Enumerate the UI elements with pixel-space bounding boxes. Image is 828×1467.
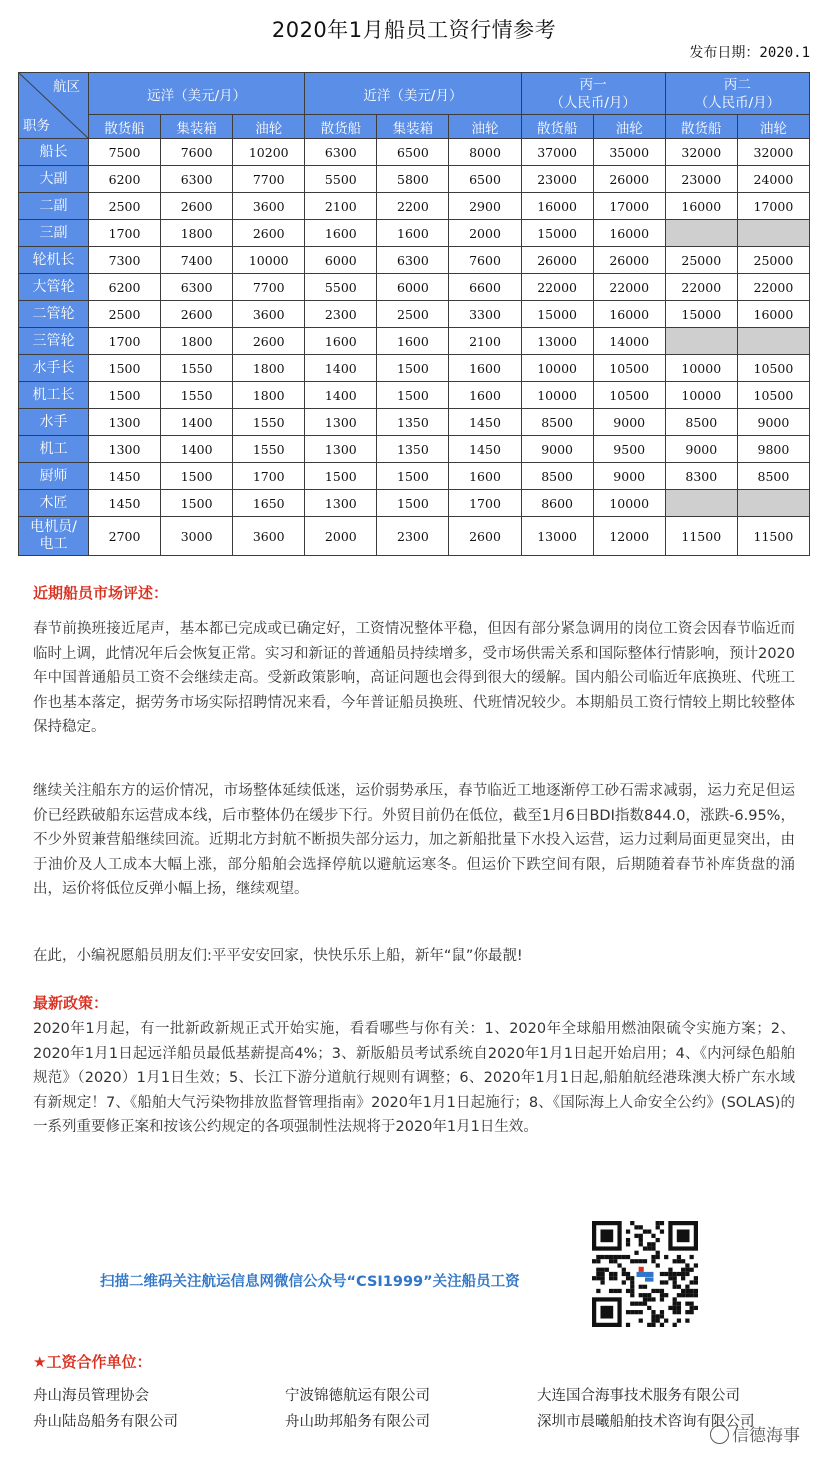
column-header: 油轮 [737, 115, 809, 139]
wage-cell: 8500 [521, 463, 593, 490]
wage-cell: 1500 [161, 490, 233, 517]
wage-cell: 26000 [521, 247, 593, 274]
wage-cell: 9000 [665, 436, 737, 463]
market-paragraph-2: 继续关注船东方的运价情况，市场整体延续低迷，运价弱势承压，春节临近工地逐渐停工砂石需求减弱，运力充足但运价已经跌破船东运营成本线，后市整体仍在缓步下行。外贸目前仍在低位，截至1月6日BDI指数844.0，涨跌-6.95%，不少外贸兼营船继续回流。近期北方封航不断损失部分运力，加之新船批量下水投入运营，运力过剩局面更显突出，由于油价及人工成本大幅上涨，部分船舶会选择停航以避航运寒冬。但运价下跌空间有限，后期随着春节补库货盘的涌出，运价将低位反弹小幅上扬，继续观望。 [33, 783, 795, 897]
wage-cell: 10500 [737, 355, 809, 382]
wage-cell: 1500 [89, 355, 161, 382]
wage-cell: 10000 [521, 382, 593, 409]
table-row [19, 220, 810, 247]
wage-cell: 1500 [89, 382, 161, 409]
wage-cell: 9500 [593, 436, 665, 463]
wage-cell: 5800 [377, 166, 449, 193]
wage-cell: 10200 [233, 139, 305, 166]
row-role-label: 机工 [19, 436, 89, 463]
partners-list [33, 1383, 803, 1435]
wage-cell: 1550 [161, 355, 233, 382]
wage-cell: 32000 [665, 139, 737, 166]
wage-cell: 1500 [305, 463, 377, 490]
page-title: 2020年1月船员工资行情参考 [271, 18, 557, 42]
partner-item: 舟山陆岛船务有限公司 [33, 1414, 178, 1430]
wage-cell: 9000 [593, 409, 665, 436]
row-role-label: 二副 [19, 193, 89, 220]
wage-cell: 6000 [377, 274, 449, 301]
table-row [19, 382, 810, 409]
wage-cell: 8600 [521, 490, 593, 517]
wage-cell: 2000 [305, 517, 377, 556]
wage-cell: 6600 [449, 274, 521, 301]
table-row [19, 517, 810, 556]
corner-role-label: 职务 [23, 118, 50, 134]
wage-cell: 16000 [521, 193, 593, 220]
wage-cell: 1500 [377, 463, 449, 490]
wage-cell: 1450 [449, 409, 521, 436]
wage-cell: 1700 [89, 220, 161, 247]
wage-cell: 1350 [377, 409, 449, 436]
wage-cell: 25000 [737, 247, 809, 274]
wage-cell: 2200 [377, 193, 449, 220]
wage-cell: 10000 [665, 382, 737, 409]
wage-cell: 35000 [593, 139, 665, 166]
wage-cell: 1300 [89, 436, 161, 463]
wage-cell: 7600 [161, 139, 233, 166]
wechat-logo-icon [710, 1425, 729, 1444]
wage-cell: 1800 [161, 328, 233, 355]
policy-paragraph: 2020年1月起，有一批新政新规正式开始实施，看看哪些与你有关：1、2020年全球船用燃油限硫令实施方案；2、2020年1月1日起远洋船员最低基薪提高4%；3、新版船员考试系统自2020年1月1日起开始启用；4、《内河绿色船舶规范》（2020）1月1日生效；5、长江下游分道航行规则有调整；6、2020年1月1日起,船舶航经港珠澳大桥广东水域有新规定！7、《船舶大气污染物排放监督管理指南》2020年1月1日起施行；8、《国际海上人命安全公约》(SOLAS)的一系列重要修正案和按该公约规定的各项强制性法规将于2020年1月1日生效。 [33, 1021, 795, 1135]
wage-cell: 10000 [521, 355, 593, 382]
wage-cell: 1300 [305, 436, 377, 463]
wage-cell: 1600 [305, 328, 377, 355]
row-role-label: 三副 [19, 220, 89, 247]
wage-cell: 22000 [737, 274, 809, 301]
column-header: 油轮 [449, 115, 521, 139]
wage-cell: 6300 [377, 247, 449, 274]
wage-cell: 8300 [665, 463, 737, 490]
row-role-label: 电机员/ 电工 [19, 517, 89, 556]
wage-cell: 17000 [593, 193, 665, 220]
table-row [19, 355, 810, 382]
wage-cell: 2000 [449, 220, 521, 247]
wage-cell: 3600 [233, 517, 305, 556]
wage-cell: 23000 [665, 166, 737, 193]
column-header: 散货船 [665, 115, 737, 139]
table-row [19, 328, 810, 355]
wage-cell: 6300 [161, 166, 233, 193]
wage-cell: 16000 [593, 301, 665, 328]
wage-cell: 2300 [377, 517, 449, 556]
group-header: 近洋（美元/月） [305, 73, 521, 115]
wage-cell: 10000 [233, 247, 305, 274]
wage-cell: 6500 [449, 166, 521, 193]
wage-cell: 7600 [449, 247, 521, 274]
wage-cell: 8500 [521, 409, 593, 436]
wage-cell: 10000 [593, 490, 665, 517]
row-role-label: 大副 [19, 166, 89, 193]
column-header: 散货船 [89, 115, 161, 139]
wage-cell: 1500 [161, 463, 233, 490]
group-header: 远洋（美元/月） [89, 73, 305, 115]
wage-cell: 2300 [305, 301, 377, 328]
row-role-label: 船长 [19, 139, 89, 166]
wage-cell: 11500 [737, 517, 809, 556]
wage-cell: 1400 [305, 355, 377, 382]
wage-cell: 1600 [377, 220, 449, 247]
wage-cell: 10500 [593, 382, 665, 409]
group-header: 丙一 （人民币/月） [521, 73, 665, 115]
wage-cell: 7500 [89, 139, 161, 166]
market-heading: 近期船员市场评述： [33, 584, 169, 602]
wage-cell: 8000 [449, 139, 521, 166]
wage-cell: 5500 [305, 166, 377, 193]
wage-cell: 2500 [377, 301, 449, 328]
row-role-label: 水手 [19, 409, 89, 436]
wage-cell: 1500 [377, 355, 449, 382]
wage-cell: 11500 [665, 517, 737, 556]
wage-cell: 1300 [305, 490, 377, 517]
wage-cell: 1450 [449, 436, 521, 463]
wage-cell: 2600 [161, 301, 233, 328]
wage-cell: 10000 [665, 355, 737, 382]
wage-cell: 15000 [521, 220, 593, 247]
column-header: 油轮 [593, 115, 665, 139]
partners-heading: ★工资合作单位： [33, 1353, 152, 1371]
wage-cell: 1800 [233, 382, 305, 409]
wage-cell: 1400 [161, 436, 233, 463]
wage-cell: 7300 [89, 247, 161, 274]
wage-cell: 1350 [377, 436, 449, 463]
table-row [19, 247, 810, 274]
wage-cell: 7700 [233, 274, 305, 301]
publish-date: 发布日期：2020.1 [689, 45, 810, 61]
wage-cell: 1800 [161, 220, 233, 247]
market-paragraph-3: 在此，小编祝愿船员朋友们:平平安安回家，快快乐乐上船，新年“鼠”你最靓! [33, 948, 523, 964]
wage-cell: 1600 [305, 220, 377, 247]
wage-cell [737, 220, 809, 247]
wage-cell: 7400 [161, 247, 233, 274]
wage-cell: 26000 [593, 166, 665, 193]
wage-cell: 2900 [449, 193, 521, 220]
row-role-label: 二管轮 [19, 301, 89, 328]
wage-cell: 1400 [305, 382, 377, 409]
wage-cell: 6000 [305, 247, 377, 274]
wage-cell: 7700 [233, 166, 305, 193]
watermark [710, 1421, 800, 1446]
wage-cell: 8500 [737, 463, 809, 490]
qr-caption: 扫描二维码关注航运信息网微信公众号“CSI1999”关注船员工资 [100, 1274, 520, 1290]
wage-cell: 1450 [89, 463, 161, 490]
wage-cell: 16000 [665, 193, 737, 220]
wage-cell: 16000 [593, 220, 665, 247]
wage-cell: 26000 [593, 247, 665, 274]
wage-cell: 1550 [233, 409, 305, 436]
partner-item: 舟山海员管理协会 [33, 1388, 149, 1404]
column-header: 集装箱 [161, 115, 233, 139]
wage-cell: 1700 [233, 463, 305, 490]
row-role-label: 厨师 [19, 463, 89, 490]
wage-cell: 2700 [89, 517, 161, 556]
corner-zone-label: 航区 [53, 79, 80, 95]
table-row [19, 301, 810, 328]
wage-cell: 2100 [305, 193, 377, 220]
wage-cell: 1550 [233, 436, 305, 463]
policy-heading: 最新政策： [33, 994, 109, 1012]
wage-cell: 10500 [737, 382, 809, 409]
wage-cell: 25000 [665, 247, 737, 274]
wage-cell: 1600 [377, 328, 449, 355]
partner-item: 深圳市晨曦船舶技术咨询有限公司 [537, 1414, 755, 1430]
wage-cell: 15000 [665, 301, 737, 328]
table-row [19, 166, 810, 193]
wage-table [18, 72, 810, 556]
wage-cell: 1450 [89, 490, 161, 517]
partner-item: 舟山助邦船务有限公司 [285, 1414, 430, 1430]
qr-code-icon[interactable] [592, 1221, 698, 1327]
wage-cell: 1300 [305, 409, 377, 436]
wage-cell: 3300 [449, 301, 521, 328]
wage-cell: 17000 [737, 193, 809, 220]
watermark-text: 信德海事 [732, 1426, 800, 1446]
wage-cell: 6200 [89, 166, 161, 193]
table-corner-header [19, 73, 89, 139]
wage-cell: 6300 [305, 139, 377, 166]
wage-cell: 16000 [737, 301, 809, 328]
wage-cell [737, 328, 809, 355]
table-row [19, 463, 810, 490]
market-paragraph-1: 春节前换班接近尾声，基本都已完成或已确定好，工资情况整体平稳，但因有部分紧急调用的岗位工资会因春节临近而临时上调，此情况年后会恢复正常。实习和新证的普通船员持续增多，受市场供需关系和国际整体行情影响，预计2020年中国普通船员工资不会继续走高。受新政策影响，高证问题也会得到很大的缓解。国内船公司临近年底换班、代班工作也基本落定，据劳务市场实际招聘情况来看，今年普证船员换班、代班情况较少。本期船员工资行情较上期比较整体保持稳定。 [33, 621, 795, 735]
wage-cell: 2500 [89, 193, 161, 220]
wage-cell: 2600 [161, 193, 233, 220]
wage-cell [665, 220, 737, 247]
column-header: 油轮 [233, 115, 305, 139]
wage-cell: 1500 [377, 490, 449, 517]
table-row [19, 490, 810, 517]
wage-cell: 10500 [593, 355, 665, 382]
wage-cell: 8500 [665, 409, 737, 436]
wage-cell: 1600 [449, 355, 521, 382]
column-header: 散货船 [521, 115, 593, 139]
wage-cell: 5500 [305, 274, 377, 301]
table-row [19, 193, 810, 220]
wage-cell: 12000 [593, 517, 665, 556]
row-role-label: 轮机长 [19, 247, 89, 274]
wage-cell: 2500 [89, 301, 161, 328]
wage-cell: 22000 [521, 274, 593, 301]
wage-cell: 15000 [521, 301, 593, 328]
wage-cell: 13000 [521, 328, 593, 355]
wage-cell: 32000 [737, 139, 809, 166]
wage-cell [665, 490, 737, 517]
wage-cell: 2600 [233, 328, 305, 355]
table-row [19, 409, 810, 436]
partner-item: 大连国合海事技术服务有限公司 [537, 1388, 740, 1404]
wage-cell: 2600 [449, 517, 521, 556]
group-header: 丙二 （人民币/月） [665, 73, 809, 115]
row-role-label: 大管轮 [19, 274, 89, 301]
wage-cell: 3600 [233, 301, 305, 328]
wage-cell: 6300 [161, 274, 233, 301]
wage-cell: 22000 [593, 274, 665, 301]
wage-cell: 9800 [737, 436, 809, 463]
wage-cell: 1650 [233, 490, 305, 517]
table-row [19, 139, 810, 166]
wage-cell: 1600 [449, 463, 521, 490]
wage-cell: 1300 [89, 409, 161, 436]
wage-cell: 1700 [449, 490, 521, 517]
column-header: 散货船 [305, 115, 377, 139]
wage-cell [665, 328, 737, 355]
wage-cell: 22000 [665, 274, 737, 301]
wage-cell: 1400 [161, 409, 233, 436]
wage-cell: 13000 [521, 517, 593, 556]
row-role-label: 三管轮 [19, 328, 89, 355]
partner-item: 宁波锦德航运有限公司 [285, 1388, 430, 1404]
row-role-label: 木匠 [19, 490, 89, 517]
wage-cell: 24000 [737, 166, 809, 193]
wage-cell [737, 490, 809, 517]
wage-cell: 2600 [233, 220, 305, 247]
wage-cell: 14000 [593, 328, 665, 355]
row-role-label: 水手长 [19, 355, 89, 382]
row-role-label: 机工长 [19, 382, 89, 409]
wage-cell: 37000 [521, 139, 593, 166]
wage-cell: 6200 [89, 274, 161, 301]
wage-cell: 1800 [233, 355, 305, 382]
wage-cell: 1700 [89, 328, 161, 355]
wage-cell: 9000 [593, 463, 665, 490]
column-header: 集装箱 [377, 115, 449, 139]
wage-cell: 9000 [521, 436, 593, 463]
wage-cell: 3000 [161, 517, 233, 556]
wage-cell: 3600 [233, 193, 305, 220]
table-row [19, 274, 810, 301]
wage-cell: 2100 [449, 328, 521, 355]
wage-cell: 1550 [161, 382, 233, 409]
wage-cell: 6500 [377, 139, 449, 166]
table-row [19, 436, 810, 463]
wage-cell: 9000 [737, 409, 809, 436]
wage-cell: 1500 [377, 382, 449, 409]
wage-cell: 1600 [449, 382, 521, 409]
wage-cell: 23000 [521, 166, 593, 193]
